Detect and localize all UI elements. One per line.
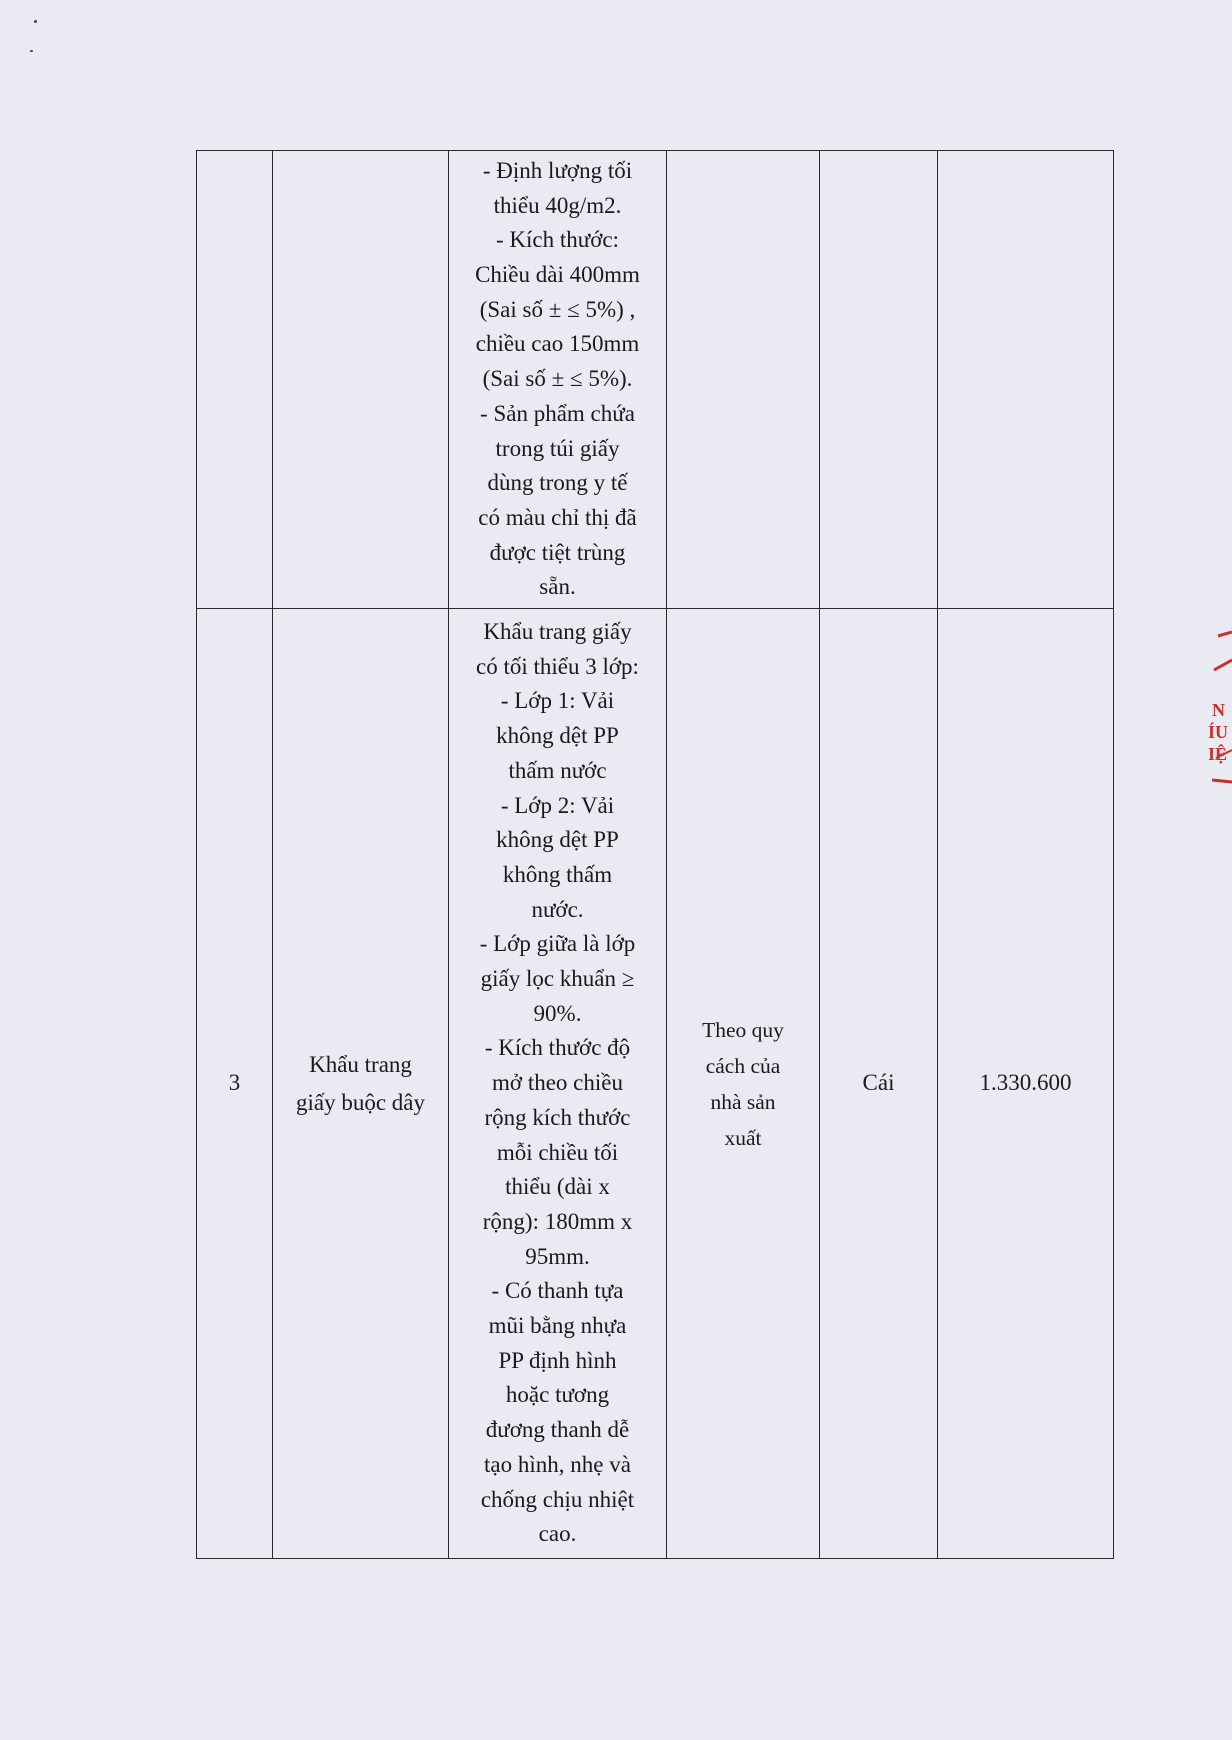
scan-speck bbox=[30, 50, 33, 52]
text-line: - Kích thước độ bbox=[484, 1035, 631, 1061]
text-line: Khẩu trang bbox=[309, 1051, 412, 1077]
text-line: - Có thanh tựa bbox=[491, 1278, 624, 1304]
text-line: - Kích thước: bbox=[496, 227, 619, 253]
stamp-text: ÍU bbox=[1208, 722, 1229, 742]
text-line: giấy lọc khuẩn ≥ bbox=[480, 966, 635, 992]
stamp-text: IỆ bbox=[1208, 744, 1228, 764]
text-line: tạo hình, nhẹ và bbox=[484, 1451, 631, 1477]
text-line: rộng): 180mm x bbox=[482, 1208, 633, 1234]
text-line: nước. bbox=[531, 896, 584, 922]
text-line: nhà sản bbox=[710, 1089, 776, 1114]
text-line: có màu chỉ thị đã bbox=[478, 504, 637, 530]
text-line: - Lớp 2: Vải bbox=[500, 792, 615, 818]
text-line: không thấm bbox=[502, 861, 613, 887]
text-line: - Lớp giữa là lớp bbox=[479, 931, 636, 957]
text-line: dùng trong y tế bbox=[487, 470, 628, 496]
table-row bbox=[197, 609, 1114, 1559]
text-line: đương thanh dễ bbox=[485, 1417, 630, 1443]
text-line: (Sai số ± ≤ 5%) , bbox=[479, 296, 636, 322]
quantity-cell: 1.330.600 bbox=[938, 609, 1114, 1559]
text-line: chống chịu nhiệt bbox=[480, 1486, 635, 1512]
text-line: không dệt PP bbox=[496, 723, 619, 749]
text-line: thấm nước bbox=[508, 757, 607, 783]
text-line: chiều cao 150mm bbox=[475, 331, 640, 357]
scan-speck bbox=[34, 20, 37, 23]
text-line: thiểu (dài x bbox=[505, 1174, 610, 1200]
text-line: hoặc tương bbox=[505, 1382, 610, 1408]
quantity-cell bbox=[938, 151, 1114, 609]
text-line: Khẩu trang giấy bbox=[483, 619, 632, 644]
text-line: có tối thiểu 3 lớp: bbox=[476, 653, 639, 679]
item-description-cell bbox=[449, 609, 667, 1559]
text-line: cao. bbox=[538, 1521, 577, 1547]
text-line: cách của bbox=[705, 1053, 781, 1078]
text-line: - Lớp 1: Vải bbox=[500, 688, 615, 714]
table-row bbox=[197, 151, 1114, 609]
text-line: (Sai số ± ≤ 5%). bbox=[482, 366, 633, 392]
text-line: Theo quy bbox=[702, 1017, 784, 1042]
text-line: - Định lượng tối bbox=[482, 157, 633, 183]
item-name-cell bbox=[273, 151, 449, 609]
text-line: mũi bằng nhựa bbox=[488, 1313, 627, 1339]
text-line: PP định hình bbox=[498, 1347, 617, 1373]
text-line: sẵn. bbox=[539, 574, 576, 600]
text-line: xuất bbox=[724, 1125, 762, 1150]
text-line: giấy buộc dây bbox=[295, 1089, 425, 1115]
item-name-cell bbox=[273, 609, 449, 1559]
item-description-cell bbox=[449, 151, 667, 609]
text-line: được tiệt trùng bbox=[489, 539, 626, 565]
stamp-text: N bbox=[1212, 700, 1225, 720]
text-line: trong túi giấy bbox=[495, 435, 620, 461]
row-number-cell bbox=[197, 151, 273, 609]
text-line: 90%. bbox=[533, 1000, 582, 1026]
unit-cell bbox=[820, 151, 938, 609]
red-stamp-fragment bbox=[1204, 630, 1232, 790]
text-line: thiểu 40g/m2. bbox=[493, 192, 622, 218]
text-line: Chiều dài 400mm bbox=[475, 262, 640, 288]
text-line: - Sản phẩm chứa bbox=[480, 400, 635, 426]
standard-cell bbox=[667, 151, 820, 609]
standard-cell bbox=[667, 609, 820, 1559]
text-line: mỗi chiều tối bbox=[496, 1139, 619, 1165]
unit-cell: Cái bbox=[820, 609, 938, 1559]
text-line: rộng kích thước bbox=[484, 1104, 631, 1130]
text-line: mở theo chiều bbox=[492, 1070, 623, 1096]
text-line: 95mm. bbox=[525, 1243, 590, 1269]
specification-table bbox=[196, 150, 1114, 1559]
text-line: không dệt PP bbox=[496, 827, 619, 853]
row-number-cell: 3 bbox=[197, 609, 273, 1559]
